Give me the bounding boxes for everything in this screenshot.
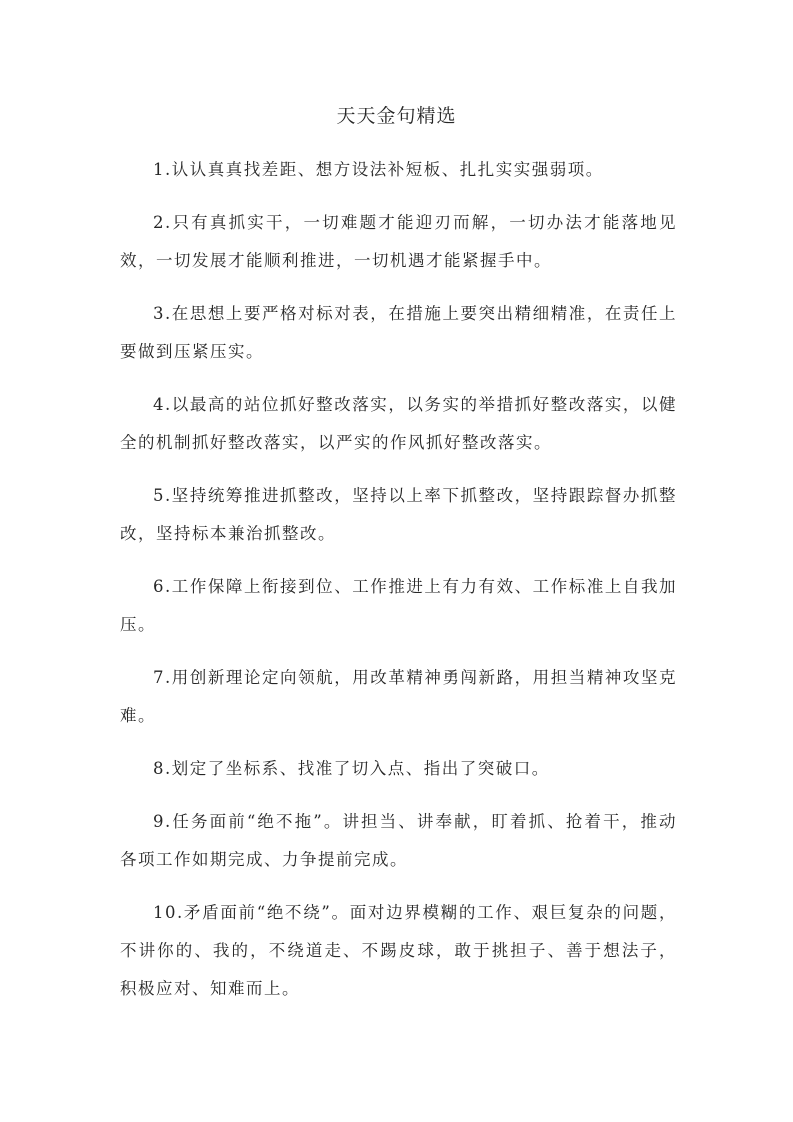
quote-item-1: 1.认认真真找差距、想方设法补短板、扎扎实实强弱项。 bbox=[153, 160, 604, 179]
document-body bbox=[120, 151, 677, 1023]
quote-item-6: 6.工作保障上衔接到位、工作推进上有力有效、工作标准上自我加压。 bbox=[120, 577, 677, 634]
quote-item-2: 2.只有真抓实干，一切难题才能迎刃而解，一切办法才能落地见效，一切发展才能顺利推进，一切机遇才能紧握手中。 bbox=[120, 213, 677, 270]
quote-item-3: 3.在思想上要严格对标对表，在措施上要突出精细精准，在责任上要做到压紧压实。 bbox=[120, 304, 677, 361]
quote-item-10: 10.矛盾面前“绝不绕”。面对边界模糊的工作、艰巨复杂的问题，不讲你的、我的，不绕道走、不踢皮球，敢于挑担子、善于想法子，积极应对、知难而上。 bbox=[120, 903, 677, 998]
document-title: 天天金句精选 bbox=[336, 105, 457, 127]
quote-item-5: 5.坚持统筹推进抓整改，坚持以上率下抓整改，坚持跟踪督办抓整改，坚持标本兼治抓整改。 bbox=[120, 486, 677, 543]
quote-item-8: 8.划定了坐标系、找准了切入点、指出了突破口。 bbox=[153, 759, 550, 778]
quote-item-4: 4.以最高的站位抓好整改落实，以务实的举措抓好整改落实，以健全的机制抓好整改落实，以严实的作风抓好整改落实。 bbox=[120, 395, 677, 452]
quote-item-7: 7.用创新理论定向领航，用改革精神勇闯新路，用担当精神攻坚克难。 bbox=[120, 668, 677, 725]
quote-item-9: 9.任务面前“绝不拖”。讲担当、讲奉献，盯着抓、抢着干，推动各项工作如期完成、力争提前完成。 bbox=[120, 812, 677, 869]
